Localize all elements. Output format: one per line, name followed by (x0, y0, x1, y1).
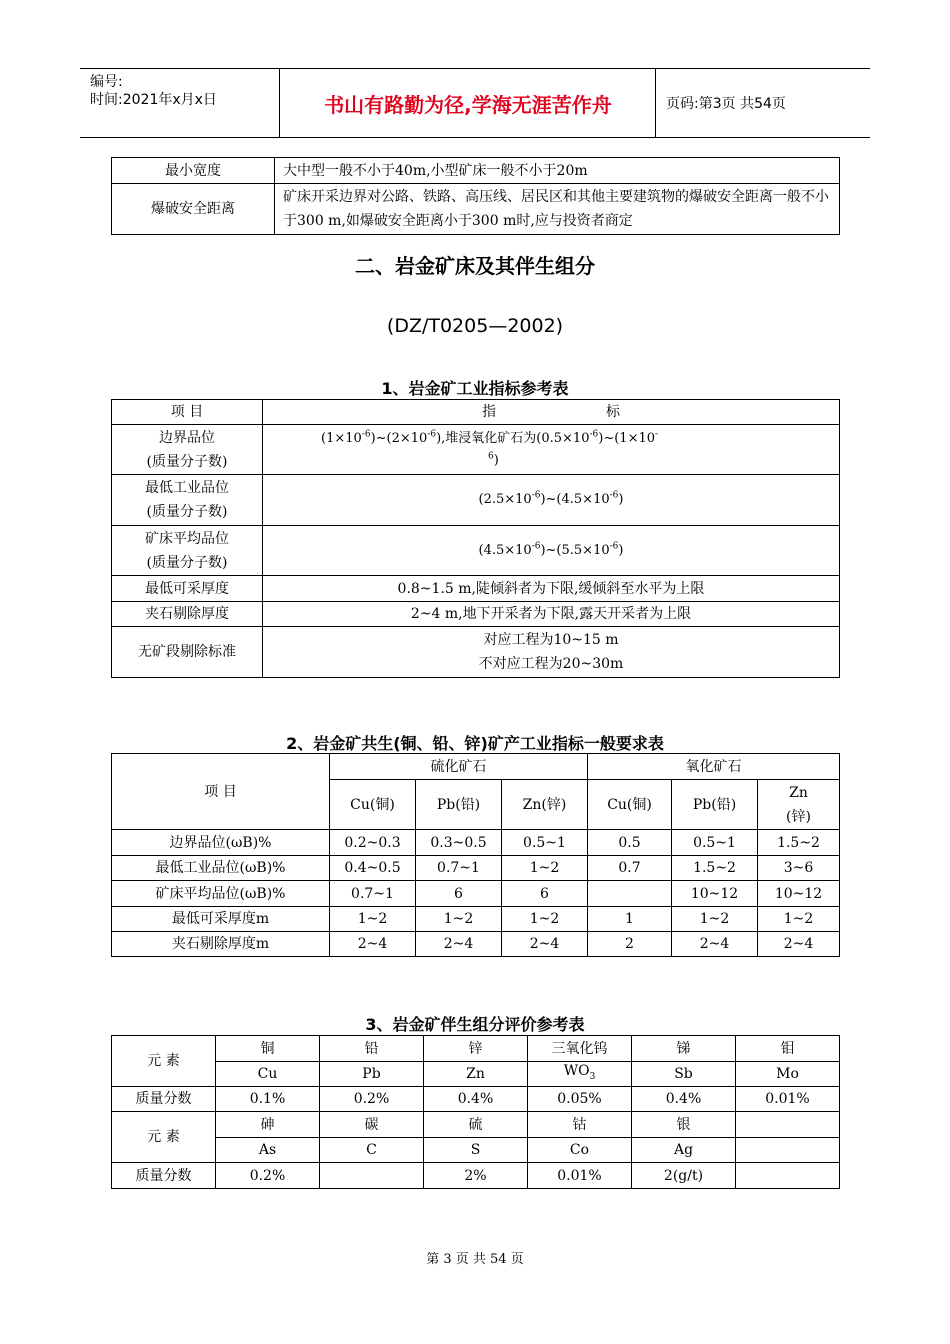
table-row (112, 602, 840, 627)
col-header: Cu(铜) (330, 780, 416, 830)
value-line: 不对应工程为20~30m (478, 656, 624, 672)
label-line: 最低工业品位 (145, 480, 229, 496)
value-part: (1×10 (321, 430, 362, 446)
table-row (112, 475, 840, 526)
row-label (112, 425, 263, 475)
cell: 1.5~2 (672, 856, 758, 881)
page-header (80, 68, 870, 138)
value-part: )~(5.5×10 (540, 542, 610, 558)
element-symbol (736, 1138, 840, 1163)
label-line: (质量分子数) (146, 453, 228, 470)
row-value (263, 627, 840, 678)
element-name: 硫 (424, 1112, 528, 1138)
element-symbol: Pb (320, 1062, 424, 1087)
table-row (112, 881, 840, 907)
element-name: 碳 (320, 1112, 424, 1138)
value-part: )~(4.5×10 (540, 492, 610, 507)
row-text: 矿床开采边界对公路、铁路、高压线、居民区和其他主要建筑物的爆破安全距离一般不小于300 m,如爆破安全距离小于300 m时,应与投资者商定 (275, 184, 840, 235)
cell: 0.5 (588, 830, 672, 856)
row-label: 最小宽度 (112, 158, 275, 184)
cell: 1~2 (672, 907, 758, 932)
value-sup: -6 (531, 541, 541, 552)
label-line: (质量分子数) (146, 554, 228, 571)
table-row (112, 932, 840, 957)
element-name: 锌 (424, 1036, 528, 1062)
value-part: ) (618, 492, 624, 507)
element-name: 钼 (736, 1036, 840, 1062)
element-symbol: As (216, 1138, 320, 1163)
table2-caption: 2、岩金矿共生(铜、铅、锌)矿产工业指标一般要求表 (286, 734, 664, 753)
row-label: 矿床平均品位(ωB)% (112, 881, 330, 907)
table-row (112, 400, 840, 425)
element-label: 元 素 (112, 1112, 216, 1163)
value-part: )~(1×10 (598, 430, 656, 446)
cell: 2~4 (502, 932, 588, 957)
cell: 0.3~0.5 (416, 830, 502, 856)
group-header-oxide: 氧化矿石 (588, 754, 840, 780)
cell: 2% (424, 1163, 528, 1189)
row-label: 爆破安全距离 (112, 184, 275, 235)
table-row (112, 627, 840, 678)
value-line: 对应工程为10~15 m (483, 632, 619, 648)
value-part: )~(2×10 (370, 430, 428, 446)
element-symbol: Cu (216, 1062, 320, 1087)
group-header-sulfide: 硫化矿石 (330, 754, 588, 780)
cell: 1~2 (758, 907, 840, 932)
row-label: 无矿段剔除标准 (112, 627, 263, 678)
cell: 6 (502, 881, 588, 907)
cell: 0.7 (588, 856, 672, 881)
cell: 0.4% (424, 1087, 528, 1112)
element-name: 三氧化钨 (528, 1036, 632, 1062)
col-header-part: 标 (606, 404, 620, 420)
row-label: 最低可采厚度m (112, 907, 330, 932)
value-sup: -6 (427, 429, 437, 440)
col-header (758, 780, 840, 830)
col-header: Cu(铜) (588, 780, 672, 830)
cell: 2(g/t) (632, 1163, 736, 1189)
cell: 3~6 (758, 856, 840, 881)
table-row (112, 526, 840, 576)
col-header-line: Zn (789, 784, 808, 801)
element-name: 砷 (216, 1112, 320, 1138)
row-label: 最低工业品位(ωB)% (112, 856, 330, 881)
element-symbol: Sb (632, 1062, 736, 1087)
cell: 0.1% (216, 1087, 320, 1112)
value-part: ) (493, 452, 499, 468)
table-row (112, 1163, 840, 1189)
row-value: 2~4 m,地下开采者为下限,露天开采者为上限 (263, 602, 840, 627)
label-line: (质量分子数) (146, 504, 228, 520)
col-header-item: 项 目 (112, 754, 330, 830)
value-sup: -6 (589, 429, 599, 440)
row-label: 夹石剔除厚度m (112, 932, 330, 957)
value-sup: - (655, 429, 659, 440)
cell: 2 (588, 932, 672, 957)
table-row (112, 576, 840, 602)
cell: 10~12 (758, 881, 840, 907)
row-label: 夹石剔除厚度 (112, 602, 263, 627)
element-label: 元 素 (112, 1036, 216, 1087)
cell: 0.2~0.3 (330, 830, 416, 856)
section-title: 二、岩金矿床及其伴生组分 (355, 254, 595, 278)
element-symbol: Ag (632, 1138, 736, 1163)
table-row (112, 1112, 840, 1138)
cell: 0.7~1 (416, 856, 502, 881)
table-row (112, 1087, 840, 1112)
cell (736, 1163, 840, 1189)
page-footer: 第 3 页 共 54 页 (426, 1252, 524, 1267)
row-label (112, 526, 263, 576)
symbol-text: WO (563, 1063, 590, 1080)
row-label: 最低可采厚度 (112, 576, 263, 602)
value-part: (2.5×10 (478, 492, 532, 507)
cell: 1.5~2 (758, 830, 840, 856)
col-header: Zn(锌) (502, 780, 588, 830)
col-header: Pb(铅) (416, 780, 502, 830)
element-name (736, 1112, 840, 1138)
cell: 1~2 (330, 907, 416, 932)
mass-label: 质量分数 (112, 1163, 216, 1189)
table1-caption: 1、岩金矿工业指标参考表 (381, 379, 569, 398)
top-table (111, 157, 840, 235)
col-header: Pb(铅) (672, 780, 758, 830)
cell: 1 (588, 907, 672, 932)
cell: 0.01% (736, 1087, 840, 1112)
value-sup: -6 (531, 490, 541, 501)
cell: 2~4 (758, 932, 840, 957)
element-symbol: Mo (736, 1062, 840, 1087)
element-name: 钴 (528, 1112, 632, 1138)
table1 (111, 399, 840, 678)
element-name: 铅 (320, 1036, 424, 1062)
value-sup: -6 (361, 429, 371, 440)
element-symbol: S (424, 1138, 528, 1163)
cell: 6 (416, 881, 502, 907)
cell: 1~2 (502, 907, 588, 932)
table3 (111, 1035, 840, 1189)
value-part: ),堆浸氧化矿石为(0.5×10 (436, 430, 590, 446)
cell: 2~4 (330, 932, 416, 957)
value-sup: -6 (609, 541, 619, 552)
element-name: 银 (632, 1112, 736, 1138)
cell: 0.5~1 (672, 830, 758, 856)
cell: 0.7~1 (330, 881, 416, 907)
element-symbol: Co (528, 1138, 632, 1163)
col-header-index (263, 400, 840, 425)
label-line: 矿床平均品位 (145, 530, 229, 547)
cell: 2~4 (416, 932, 502, 957)
element-symbol: C (320, 1138, 424, 1163)
row-value (263, 475, 840, 526)
element-symbol: Zn (424, 1062, 528, 1087)
table-row (112, 907, 840, 932)
mass-label: 质量分数 (112, 1087, 216, 1112)
cell: 0.4~0.5 (330, 856, 416, 881)
table-row (112, 1138, 840, 1163)
col-header-item: 项 目 (112, 400, 263, 425)
table-row (112, 425, 840, 475)
element-name: 铜 (216, 1036, 320, 1062)
cell: 0.2% (216, 1163, 320, 1189)
row-text: 大中型一般不小于40m,小型矿床一般不小于20m (275, 158, 840, 184)
cell: 1~2 (416, 907, 502, 932)
header-page-info: 页码:第3页 共54页 (666, 96, 786, 112)
cell (588, 881, 672, 907)
cell: 0.05% (528, 1087, 632, 1112)
row-label (112, 475, 263, 526)
value-part: (4.5×10 (478, 542, 532, 558)
cell (320, 1163, 424, 1189)
doc-time-label: 时间:2021年x月x日 (90, 92, 217, 108)
row-label: 边界品位(ωB)% (112, 830, 330, 856)
row-value: 0.8~1.5 m,陡倾斜者为下限,缓倾斜至水平为上限 (263, 576, 840, 602)
cell: 0.5~1 (502, 830, 588, 856)
standard-code: (DZ/T0205—2002) (386, 315, 564, 337)
value-sup: 6 (488, 451, 494, 462)
table2 (111, 753, 840, 957)
cell: 0.2% (320, 1087, 424, 1112)
table-row (112, 1062, 840, 1087)
element-name: 锑 (632, 1036, 736, 1062)
doc-id-label: 编号: (90, 74, 123, 90)
table-row (112, 754, 840, 780)
table-row (112, 184, 840, 235)
cell: 2~4 (672, 932, 758, 957)
table-row (112, 856, 840, 881)
header-motto: 书山有路勤为径,学海无涯苦作舟 (281, 69, 656, 137)
element-symbol (528, 1062, 632, 1087)
cell: 10~12 (672, 881, 758, 907)
cell: 0.01% (528, 1163, 632, 1189)
value-part: ) (618, 542, 624, 558)
symbol-sub: 3 (589, 1071, 596, 1082)
row-value (263, 425, 840, 475)
col-header-line: (锌) (786, 808, 811, 825)
cell: 0.4% (632, 1087, 736, 1112)
cell: 1~2 (502, 856, 588, 881)
value-sup: -6 (609, 490, 619, 501)
table-row (112, 158, 840, 184)
header-meta (80, 69, 280, 137)
table-row (112, 830, 840, 856)
label-line: 边界品位 (159, 429, 215, 446)
table-row (112, 1036, 840, 1062)
col-header-part: 指 (482, 404, 496, 420)
row-value (263, 526, 840, 576)
table3-caption: 3、岩金矿伴生组分评价参考表 (365, 1015, 585, 1034)
